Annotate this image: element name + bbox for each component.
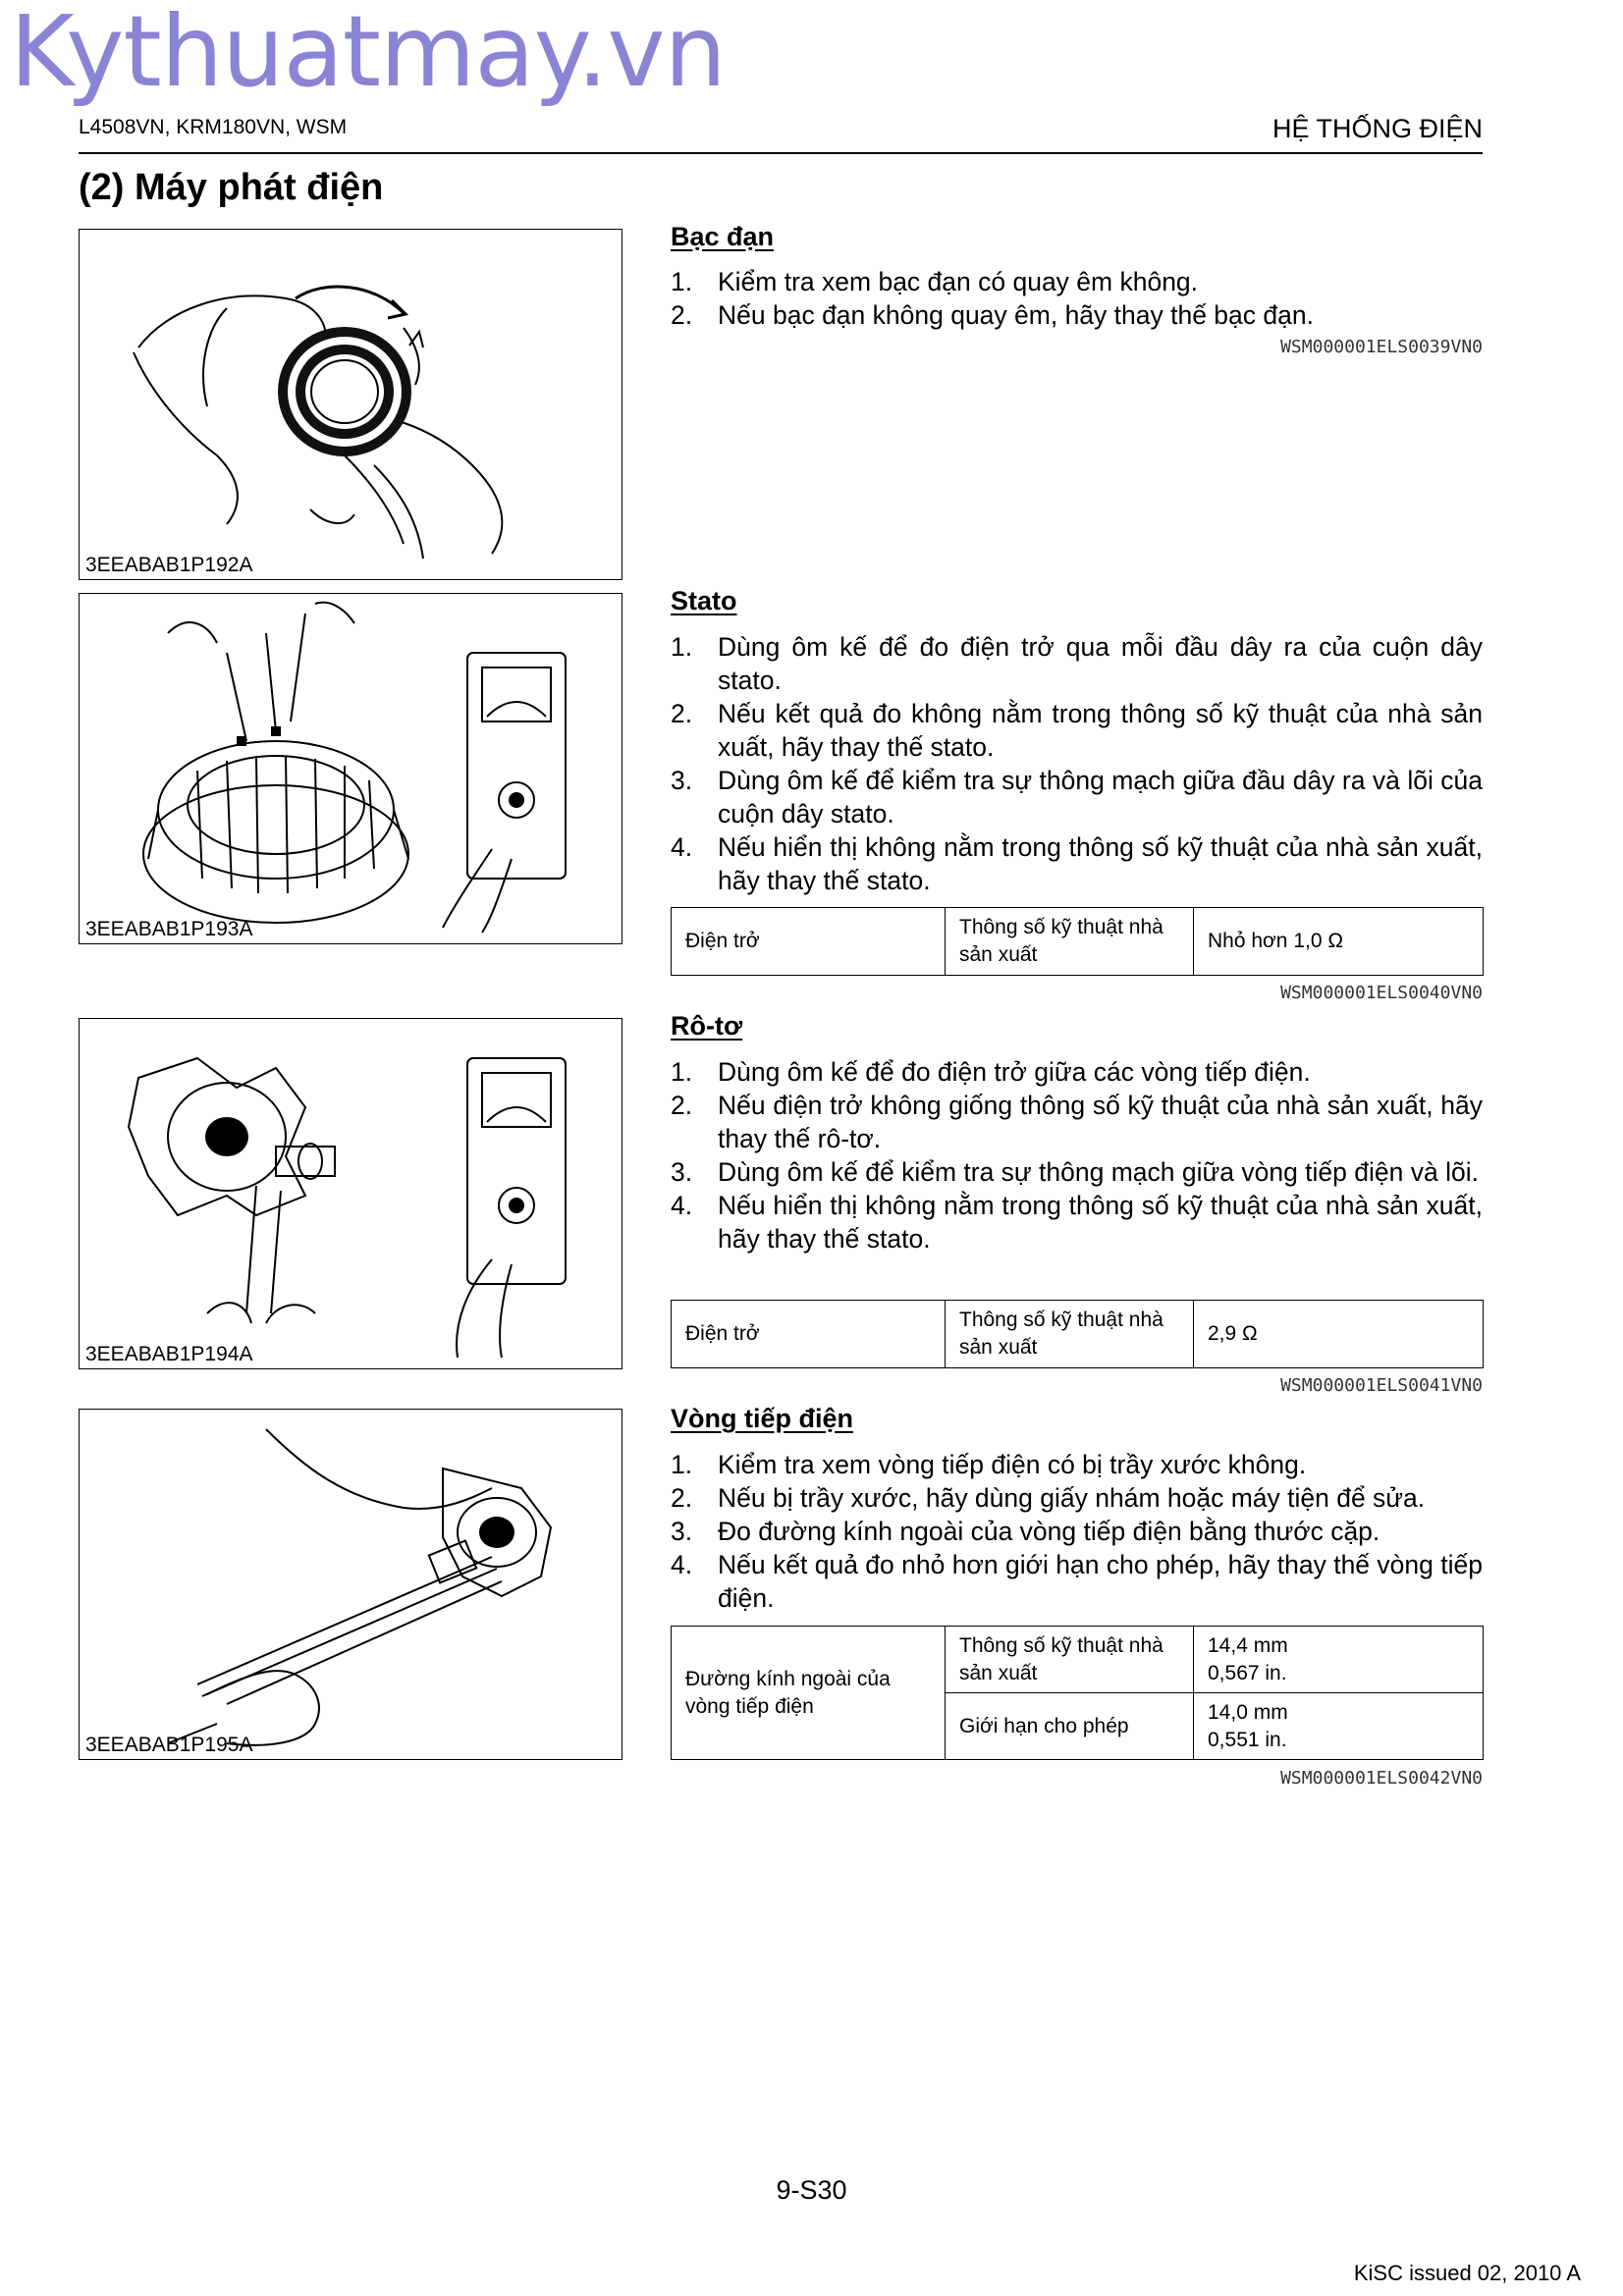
step-number: 1. — [671, 267, 693, 296]
step-text: Đo đường kính ngoài của vòng tiếp điện bằng thước cặp. — [718, 1517, 1380, 1546]
figure-caption: 3EEABAB1P193A — [85, 918, 253, 940]
step-number: 2. — [671, 1091, 693, 1120]
step-text: Nếu bạc đạn không quay êm, hãy thay thế bạc đạn. — [718, 300, 1314, 330]
heading-bearing: Bạc đạn — [671, 222, 775, 251]
list-item — [671, 298, 1483, 332]
bearing-hands-illustration — [80, 230, 623, 581]
table-cell-value: 2,9 Ω — [1194, 1301, 1484, 1368]
list-item — [671, 1055, 1483, 1089]
issue-note: KiSC issued 02, 2010 A — [1353, 2261, 1581, 2285]
spec-value-in: 0,567 in. — [1208, 1661, 1287, 1684]
doc-code: WSM000001ELS0042VN0 — [1280, 1768, 1483, 1789]
table-cell-limit-label: Giới hạn cho phép — [946, 1693, 1194, 1760]
step-text: Kiểm tra xem vòng tiếp điện có bị trầy xước không. — [718, 1450, 1307, 1479]
step-text: Dùng ôm kế để kiểm tra sự thông mạch giữa vòng tiếp điện và lõi. — [718, 1157, 1479, 1187]
figure-caption: 3EEABAB1P192A — [85, 554, 253, 576]
figure-bearing-check — [79, 229, 622, 580]
list-item — [671, 1481, 1483, 1515]
slip-ring-spec-table — [671, 1626, 1484, 1760]
list-item — [671, 630, 1483, 697]
table-cell-limit-value — [1194, 1693, 1484, 1760]
step-number: 2. — [671, 1483, 693, 1513]
stator-steps — [671, 630, 1483, 897]
header-chapter-title: HỆ THỐNG ĐIỆN — [1271, 114, 1483, 143]
header-divider — [79, 152, 1483, 154]
list-item — [671, 1515, 1483, 1548]
rotor-ohmmeter-illustration — [80, 1019, 623, 1370]
stator-spec-table — [671, 907, 1484, 976]
step-text: Dùng ôm kế để đo điện trở qua mỗi đầu dây ra của cuộn dây stato. — [718, 632, 1483, 695]
heading-stator: Stato — [671, 586, 737, 615]
step-text: Nếu kết quả đo không nằm trong thông số kỹ thuật của nhà sản xuất, hãy thay thế stato. — [718, 699, 1483, 762]
step-number: 2. — [671, 300, 693, 330]
list-item — [671, 830, 1483, 897]
stator-ohmmeter-illustration — [80, 594, 623, 945]
page-number: 9-S30 — [776, 2175, 847, 2205]
figure-caption: 3EEABAB1P195A — [85, 1734, 253, 1756]
table-cell-spec-value — [1194, 1627, 1484, 1693]
table-cell-value: Nhỏ hơn 1,0 Ω — [1194, 908, 1484, 976]
limit-value-mm: 14,0 mm — [1208, 1700, 1288, 1724]
table-row — [672, 1301, 1484, 1368]
step-number: 1. — [671, 1057, 693, 1087]
table-cell-item: Điện trở — [672, 1301, 946, 1368]
list-item — [671, 1155, 1483, 1189]
step-text: Nếu bị trầy xước, hãy dùng giấy nhám hoặc máy tiện để sửa. — [718, 1483, 1426, 1513]
step-text: Nếu hiển thị không nằm trong thông số kỹ thuật của nhà sản xuất, hãy thay thế stato. — [718, 1191, 1483, 1254]
figure-caption: 3EEABAB1P194A — [85, 1343, 253, 1365]
section-title: (2) Máy phát điện — [79, 167, 384, 208]
doc-code: WSM000001ELS0039VN0 — [1280, 337, 1483, 357]
step-number: 3. — [671, 1517, 693, 1546]
list-item — [671, 1089, 1483, 1155]
step-text: Kiểm tra xem bạc đạn có quay êm không. — [718, 267, 1199, 296]
heading-slip-ring: Vòng tiếp điện — [671, 1404, 853, 1433]
step-number: 4. — [671, 1191, 693, 1220]
list-item — [671, 1448, 1483, 1481]
list-item — [671, 1189, 1483, 1255]
step-number: 2. — [671, 699, 693, 728]
table-cell-spec-label: Thông số kỹ thuật nhà sản xuất — [946, 1627, 1194, 1693]
step-number: 1. — [671, 632, 693, 662]
step-text: Dùng ôm kế để đo điện trở giữa các vòng tiếp điện. — [718, 1057, 1311, 1087]
rotor-spec-table — [671, 1300, 1484, 1368]
figure-slip-ring-measure — [79, 1409, 622, 1760]
doc-code: WSM000001ELS0040VN0 — [1280, 983, 1483, 1003]
step-number: 3. — [671, 766, 693, 795]
step-number: 4. — [671, 832, 693, 862]
bearing-steps — [671, 265, 1483, 332]
step-text: Nếu điện trở không giống thông số kỹ thuật của nhà sản xuất, hãy thay thế rô-tơ. — [718, 1091, 1483, 1153]
step-text: Nếu hiển thị không nằm trong thông số kỹ thuật của nhà sản xuất, hãy thay thế stato. — [718, 832, 1483, 895]
step-number: 1. — [671, 1450, 693, 1479]
table-row — [672, 1627, 1484, 1693]
rotor-steps — [671, 1055, 1483, 1255]
header-model-list: L4508VN, KRM180VN, WSM — [79, 116, 348, 138]
list-item — [671, 764, 1483, 830]
list-item — [671, 1548, 1483, 1615]
watermark-logo: Kythuatmay.vn — [10, 0, 726, 109]
list-item — [671, 265, 1483, 298]
table-cell-spec-label: Thông số kỹ thuật nhà sản xuất — [946, 908, 1194, 976]
caliper-illustration — [80, 1410, 623, 1761]
list-item — [671, 697, 1483, 764]
slip-ring-steps — [671, 1448, 1483, 1615]
table-row — [672, 908, 1484, 976]
step-number: 3. — [671, 1157, 693, 1187]
figure-stator-check — [79, 593, 622, 944]
step-text: Nếu kết quả đo nhỏ hơn giới hạn cho phép, hãy thay thế vòng tiếp điện. — [718, 1550, 1483, 1613]
figure-rotor-check — [79, 1018, 622, 1369]
table-cell-item: Đường kính ngoài của vòng tiếp điện — [672, 1627, 946, 1760]
limit-value-in: 0,551 in. — [1208, 1728, 1287, 1751]
table-cell-item: Điện trở — [672, 908, 946, 976]
step-text: Dùng ôm kế để kiểm tra sự thông mạch giữa đầu dây ra và lõi của cuộn dây stato. — [718, 766, 1483, 828]
spec-value-mm: 14,4 mm — [1208, 1633, 1288, 1657]
heading-rotor: Rô-tơ — [671, 1011, 743, 1041]
step-number: 4. — [671, 1550, 693, 1579]
doc-code: WSM000001ELS0041VN0 — [1280, 1375, 1483, 1396]
table-cell-spec-label: Thông số kỹ thuật nhà sản xuất — [946, 1301, 1194, 1368]
